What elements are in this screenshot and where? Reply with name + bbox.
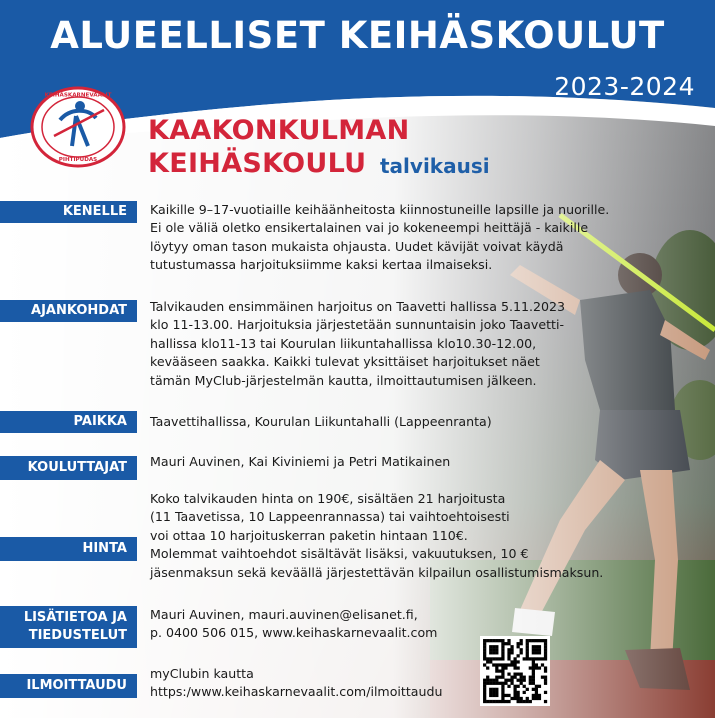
qr-module	[532, 660, 535, 663]
qr-module	[517, 666, 520, 669]
qr-module	[495, 691, 498, 694]
qr-module	[495, 682, 498, 685]
qr-module	[486, 679, 489, 682]
qr-module	[532, 697, 535, 700]
qr-module	[538, 657, 541, 660]
qr-module	[489, 679, 492, 682]
qr-module	[489, 648, 492, 651]
qr-module	[544, 648, 547, 651]
qr-module	[517, 694, 520, 697]
qr-module	[520, 651, 523, 654]
qr-module	[495, 676, 498, 679]
qr-module	[507, 663, 510, 666]
qr-module	[544, 666, 547, 669]
qr-module	[523, 685, 526, 688]
qr-module	[483, 648, 486, 651]
label-kouluttajat: KOULUTTAJAT	[0, 456, 137, 480]
qr-module	[501, 666, 504, 669]
qr-module	[495, 694, 498, 697]
qr-module	[486, 676, 489, 679]
qr-module	[510, 676, 513, 679]
qr-module	[507, 639, 510, 642]
text-kenelle: Kaikille 9–17-vuotiaille keihäänheitosta kiinnostuneille lapsille ja nuorille. Ei ole väliä oletko ensikertalainen vai jo kokeneempi heittäjä - kaikille löytyy oman tason mukaista ohjausta. Uudet kävijät voivat käydä tutustumassa harjoituksiimme kaksi kertaa ilmaiseksi.	[150, 202, 610, 273]
qr-module	[544, 679, 547, 682]
qr-module	[489, 700, 492, 703]
qr-module	[495, 700, 498, 703]
qr-module	[513, 676, 516, 679]
qr-module	[501, 694, 504, 697]
qr-module	[532, 669, 535, 672]
qr-module	[489, 688, 492, 691]
subtitle-line1: KAAKONKULMAN	[148, 115, 410, 146]
qr-module	[492, 651, 495, 654]
qr-module	[501, 673, 504, 676]
qr-module	[486, 682, 489, 685]
qr-module	[526, 654, 529, 657]
qr-module	[513, 694, 516, 697]
qr-module	[498, 700, 501, 703]
qr-module	[513, 663, 516, 666]
signup-link[interactable]: https:/www.keihaskarnevaalit.com/ilmoittaudu	[150, 684, 443, 700]
qr-module	[507, 685, 510, 688]
qr-module	[517, 654, 520, 657]
qr-module	[507, 642, 510, 645]
qr-module	[520, 700, 523, 703]
qr-module	[538, 651, 541, 654]
qr-module	[504, 694, 507, 697]
qr-module	[495, 679, 498, 682]
qr-module	[483, 657, 486, 660]
qr-module	[495, 648, 498, 651]
keihaskarnevaalit-logo	[30, 86, 126, 168]
qr-module	[483, 654, 486, 657]
qr-module	[486, 660, 489, 663]
qr-module	[492, 682, 495, 685]
qr-module	[523, 700, 526, 703]
label-ilmoittaudu: ILMOITTAUDU	[0, 674, 137, 698]
qr-module	[520, 648, 523, 651]
qr-module	[498, 682, 501, 685]
qr-module	[501, 642, 504, 645]
qr-module	[495, 669, 498, 672]
qr-module	[483, 639, 486, 642]
qr-module	[544, 700, 547, 703]
qr-module	[517, 700, 520, 703]
qr-module	[520, 642, 523, 645]
qr-module	[504, 700, 507, 703]
qr-module	[495, 663, 498, 666]
text-lisatietoa: Mauri Auvinen, mauri.auvinen@elisanet.fi, p. 0400 506 015, www.keihaskarnevaalit.com	[150, 607, 438, 641]
qr-module	[535, 666, 538, 669]
qr-module	[489, 639, 492, 642]
qr-module	[517, 660, 520, 663]
qr-module	[541, 639, 544, 642]
label-paikka: PAIKKA	[0, 411, 137, 433]
qr-module	[517, 679, 520, 682]
qr-module	[513, 673, 516, 676]
qr-module	[535, 663, 538, 666]
qr-module	[532, 688, 535, 691]
qr-module	[507, 679, 510, 682]
qr-module	[504, 642, 507, 645]
qr-module	[541, 676, 544, 679]
qr-module	[535, 657, 538, 660]
label-lisatietoa: LISÄTIETOA JA TIEDUSTELUT	[0, 606, 137, 648]
qr-module	[483, 682, 486, 685]
qr-module	[492, 691, 495, 694]
qr-module	[513, 657, 516, 660]
qr-module	[495, 688, 498, 691]
qr-module	[510, 648, 513, 651]
qr-module	[489, 691, 492, 694]
qr-module	[520, 673, 523, 676]
qr-module	[532, 645, 535, 648]
text-paikka: Taavettihallissa, Kourulan Liikuntahalli (Lappeenranta)	[150, 414, 492, 429]
qr-module	[501, 700, 504, 703]
qr-module	[507, 648, 510, 651]
qr-module	[544, 645, 547, 648]
qr-module	[501, 657, 504, 660]
qr-module	[486, 666, 489, 669]
qr-module	[532, 682, 535, 685]
qr-module	[507, 651, 510, 654]
qr-module	[520, 682, 523, 685]
qr-module	[544, 651, 547, 654]
qr-module	[535, 691, 538, 694]
label-ajankohdat: AJANKOHDAT	[0, 300, 137, 322]
qr-module	[526, 688, 529, 691]
qr-module	[535, 639, 538, 642]
qr-module	[544, 691, 547, 694]
qr-module	[526, 639, 529, 642]
qr-module	[544, 657, 547, 660]
logo-top-text: KEIHÄSKARNEVAALIT	[44, 92, 112, 99]
qr-module	[523, 679, 526, 682]
qr-module	[510, 645, 513, 648]
qr-module	[501, 645, 504, 648]
qr-module	[517, 642, 520, 645]
qr-module	[529, 657, 532, 660]
qr-module	[504, 666, 507, 669]
qr-module	[513, 666, 516, 669]
qr-module	[489, 694, 492, 697]
qr-module	[517, 673, 520, 676]
qr-module	[538, 648, 541, 651]
qr-module	[483, 663, 486, 666]
qr-module	[483, 642, 486, 645]
qr-module	[532, 676, 535, 679]
qr-module	[489, 651, 492, 654]
qr-module	[507, 694, 510, 697]
qr-module	[532, 651, 535, 654]
qr-module	[498, 669, 501, 672]
qr-module	[520, 676, 523, 679]
qr-module	[501, 654, 504, 657]
qr-module	[501, 651, 504, 654]
qr-module	[535, 645, 538, 648]
qr-module	[492, 679, 495, 682]
season-years: 2023-2024	[554, 72, 695, 101]
qr-module	[483, 685, 486, 688]
qr-module	[501, 663, 504, 666]
text-ilmoittaudu: myClubin kautta https:/www.keihaskarnevaalit.com/ilmoittaudu	[150, 665, 442, 702]
qr-module	[501, 697, 504, 700]
qr-module	[510, 679, 513, 682]
qr-module	[529, 639, 532, 642]
qr-module	[517, 645, 520, 648]
qr-module	[544, 639, 547, 642]
qr-module	[532, 663, 535, 666]
qr-module	[483, 691, 486, 694]
qr-module	[544, 654, 547, 657]
qr-module	[510, 682, 513, 685]
qr-module	[498, 639, 501, 642]
qr-module	[535, 648, 538, 651]
qr-module	[513, 688, 516, 691]
qr-module	[495, 651, 498, 654]
qr-module	[483, 645, 486, 648]
qr-module	[492, 639, 495, 642]
main-title: ALUEELLISET KEIHÄSKOULUT	[50, 14, 665, 57]
label-kenelle: KENELLE	[0, 201, 137, 223]
qr-module	[532, 694, 535, 697]
qr-module	[492, 663, 495, 666]
qr-module	[495, 657, 498, 660]
qr-module	[486, 657, 489, 660]
qr-module	[532, 673, 535, 676]
qr-module	[538, 685, 541, 688]
qr-module	[501, 688, 504, 691]
logo-bottom-text: PIHTIPUDAS	[58, 157, 98, 163]
qr-module	[498, 663, 501, 666]
qr-module	[504, 682, 507, 685]
qr-module	[501, 691, 504, 694]
qr-module	[541, 663, 544, 666]
qr-module	[526, 645, 529, 648]
qr-module	[535, 694, 538, 697]
qr-module	[520, 639, 523, 642]
qr-module	[544, 676, 547, 679]
qr-module	[513, 660, 516, 663]
qr-module	[517, 691, 520, 694]
qr-module	[529, 679, 532, 682]
qr-module	[498, 676, 501, 679]
qr-module	[507, 700, 510, 703]
qr-module	[483, 651, 486, 654]
qr-module	[529, 682, 532, 685]
text-kouluttajat: Mauri Auvinen, Kai Kiviniemi ja Petri Matikainen	[150, 454, 451, 469]
qr-module	[501, 682, 504, 685]
qr-module	[492, 700, 495, 703]
qr-module	[520, 697, 523, 700]
qr-module	[498, 657, 501, 660]
qr-module	[538, 666, 541, 669]
qr-module	[483, 700, 486, 703]
qr-module	[504, 663, 507, 666]
qr-module	[541, 657, 544, 660]
qr-module	[520, 679, 523, 682]
qr-module	[504, 679, 507, 682]
qr-code[interactable]	[480, 636, 550, 706]
qr-module	[529, 700, 532, 703]
qr-module	[513, 697, 516, 700]
qr-module	[523, 691, 526, 694]
qr-module	[486, 639, 489, 642]
qr-module	[501, 676, 504, 679]
qr-module	[544, 642, 547, 645]
qr-module	[489, 682, 492, 685]
label-hinta: HINTA	[0, 537, 137, 561]
qr-module	[507, 654, 510, 657]
qr-module	[526, 697, 529, 700]
qr-module	[507, 657, 510, 660]
qr-module	[492, 688, 495, 691]
qr-module	[517, 685, 520, 688]
qr-module	[538, 639, 541, 642]
qr-module	[495, 645, 498, 648]
qr-module	[483, 688, 486, 691]
qr-module	[538, 697, 541, 700]
qr-module	[483, 694, 486, 697]
text-ajankohdat: Talvikauden ensimmäinen harjoitus on Taavetti hallissa 5.11.2023 klo 11-13.00. Harjoituksia järjestetään sunnuntaisin joko Taavetti- hallissa klo11-13 tai Kourulan liikuntahallissa klo10.30-12.00, kevääseen saakka. Kaikki tulevat yksittäiset harjoitukset näet tämän MyClub-järjestelmän kautta, ilmoittautumisen jälkeen.	[150, 299, 566, 388]
qr-module	[486, 700, 489, 703]
qr-module	[526, 651, 529, 654]
qr-module	[507, 673, 510, 676]
qr-module	[501, 639, 504, 642]
text-hinta: Koko talvikauden hinta on 190€, sisältäen 21 harjoitusta (11 Taavetissa, 10 Lappeenrannassa) tai vaihtoehtoisesti voi ottaa 10 harjoituskerran paketin hintaan 110€. Molemmat vaihtoehdot sisältävät lisäksi, vakuutuksen, 10 € jäsenmaksun sekä keväällä järjestettävän kilpailun osallistumismaksun.	[150, 491, 604, 580]
qr-module	[526, 700, 529, 703]
qr-module	[489, 645, 492, 648]
qr-module	[526, 657, 529, 660]
qr-module	[495, 639, 498, 642]
qr-module	[532, 666, 535, 669]
qr-module	[535, 685, 538, 688]
qr-module	[544, 669, 547, 672]
qr-module	[538, 645, 541, 648]
qr-module	[532, 657, 535, 660]
qr-module	[526, 648, 529, 651]
qr-module	[535, 697, 538, 700]
qr-module	[523, 676, 526, 679]
qr-module	[526, 642, 529, 645]
qr-module	[510, 660, 513, 663]
qr-module	[529, 676, 532, 679]
qr-module	[483, 679, 486, 682]
qr-module	[513, 685, 516, 688]
qr-module	[517, 697, 520, 700]
qr-module	[510, 697, 513, 700]
qr-module	[529, 666, 532, 669]
subtitle-line2: KEIHÄSKOULU	[148, 148, 367, 179]
season-label: talvikausi	[380, 154, 490, 178]
qr-module	[535, 688, 538, 691]
qr-module	[492, 645, 495, 648]
qr-module	[495, 666, 498, 669]
qr-module	[538, 694, 541, 697]
qr-module	[492, 648, 495, 651]
qr-module	[532, 639, 535, 642]
qr-module	[483, 697, 486, 700]
qr-module	[489, 657, 492, 660]
qr-module	[492, 657, 495, 660]
qr-module	[535, 651, 538, 654]
qr-module	[513, 691, 516, 694]
qr-module	[544, 682, 547, 685]
qr-module	[523, 657, 526, 660]
qr-module	[510, 651, 513, 654]
qr-module	[501, 685, 504, 688]
qr-module	[501, 669, 504, 672]
qr-module	[501, 648, 504, 651]
qr-module	[489, 660, 492, 663]
qr-module	[532, 679, 535, 682]
qr-module	[492, 694, 495, 697]
qr-module	[532, 648, 535, 651]
qr-module	[510, 663, 513, 666]
